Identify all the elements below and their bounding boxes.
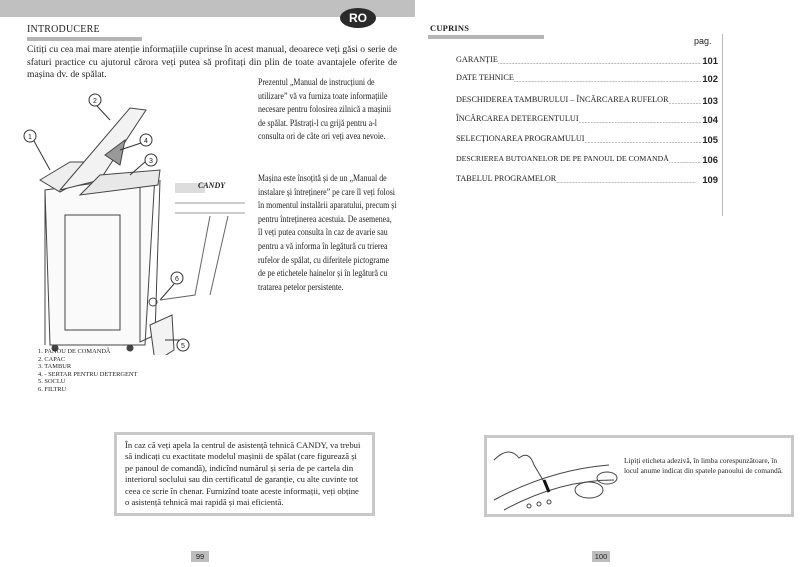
pag-label: pag. [694, 36, 712, 46]
callout-1: 1 [28, 134, 32, 141]
toc-item[interactable]: DATE TEHNICE ..... 102 [456, 73, 718, 84]
service-notice-box [114, 432, 375, 516]
part-item: 3. TAMBUR [38, 363, 72, 371]
language-badge: RO [340, 8, 376, 28]
manual-installation-paragraph: Mașina este însoțită și de un „Manual de instalare și întreținere” pe care îl veți folosi în momentul instalării aparatului, precum și pentru întreținerea acestuia. De asemenea, îl veți putea consulta în caz de avarie sau pentru a vă informa în legătură cu trierea rufelor de spălat, cu diferitele pictograme de pe etichetele hainelor și în legătură cu tratarea petelor persistente. [258, 173, 397, 292]
margin-line [722, 34, 723, 216]
toc-item[interactable]: DESCRIEREA BUTOANELOR DE PE PANOUL DE COMANDĂ ..... 106 [456, 154, 718, 165]
intro-paragraph: Citiți cu cea mai mare atenție informațiile cuprinse în acest manual, deoarece veți găsi o serie de sfaturi practice cu ajutorul cărora veți putea să profitați din plin de toate avantajele oferite de mașina dv. de spălat. [27, 44, 398, 80]
parts-legend [38, 348, 137, 394]
part-item: 1. PANOU DE COMANDĂ [38, 348, 111, 355]
toc-item[interactable]: GARANȚIE ..... 101 [456, 55, 718, 66]
page-number-left: 99 [191, 551, 209, 562]
section-heading-introducere: INTRODUCERE [27, 24, 100, 35]
service-notice-text: În caz că veți apela la centrul de asistență tehnică CANDY, va trebui să indicați cu exactitate modelul mașinii de spălat (care figurează și pe panoul de comandă), indicînd numărul și seria de pe cartela din interiorul soclului sau din certificatul de garanție, cu alte cuvinte tot ceea ce scrie în chenar. Furnizînd toate aceste informații, veți obține o asistență tehnică mai rapidă și mai eficientă. [125, 440, 361, 508]
callout-2: 2 [93, 98, 97, 105]
toc-item[interactable]: SELECȚIONAREA PROGRAMULUI ..... 105 [456, 134, 718, 145]
callout-4: 4 [144, 138, 148, 145]
sticker-note-text: Lipiți eticheta adezivă, în limba corespunzătoare, în locul anume indicat din spatele panoului de comandă. [624, 456, 783, 475]
callout-6: 6 [175, 276, 179, 283]
toc-item[interactable]: DESCHIDEREA TAMBURULUI – ÎNCĂRCAREA RUFELOR ..... 103 [456, 95, 718, 106]
heading-underline [428, 35, 544, 39]
sticker-application-illustration [489, 440, 619, 512]
callout-3: 3 [149, 158, 153, 165]
page-number-right: 100 [592, 551, 610, 562]
toc-item[interactable]: TABELUL PROGRAMELOR ..... 109 [456, 174, 718, 185]
candy-brand-label: CANDY [198, 181, 226, 190]
part-item: 5. SOCLU [38, 378, 66, 386]
part-item: 6. FILTRU [38, 385, 67, 393]
heading-underline [27, 37, 142, 41]
section-heading-cuprins: CUPRINS [430, 23, 470, 33]
toc-item[interactable]: ÎNCĂRCAREA DETERGENTULUI ..... 104 [456, 114, 718, 125]
washing-machine-illustration [0, 80, 260, 355]
sticker-note-box [484, 435, 794, 517]
callout-5: 5 [181, 343, 185, 350]
part-item: 2. CAPAC [38, 355, 66, 363]
part-item: 4. - SERTAR PENTRU DETERGENT [38, 370, 138, 378]
manual-usage-paragraph: Prezentul „Manual de instrucțiuni de utilizare” vă va furniza toate informațiile necesare pentru folosirea zilnică a mașinii de spălat. Păstrați-l cu grijă pentru a-l consulta ori de câte ori veți avea nevoie. [258, 77, 392, 142]
